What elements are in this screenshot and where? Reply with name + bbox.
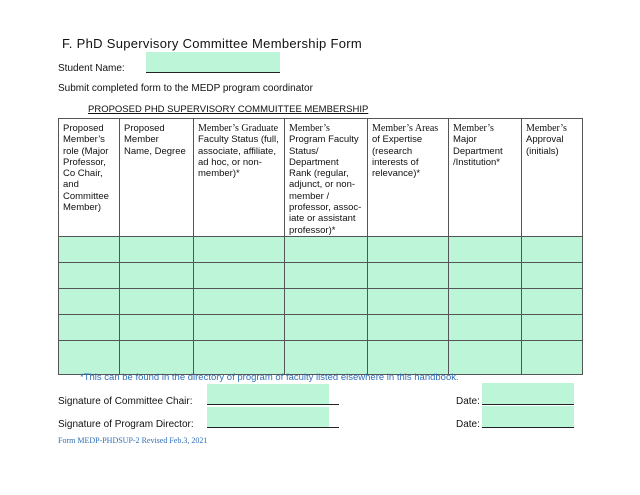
program-status-input[interactable]	[285, 315, 367, 340]
approval-input[interactable]	[522, 289, 582, 314]
member-name-input[interactable]	[120, 289, 193, 314]
chair-date-input[interactable]	[482, 383, 574, 405]
graduate-status-input[interactable]	[194, 237, 284, 262]
role-input[interactable]	[59, 289, 119, 314]
role-input[interactable]	[59, 237, 119, 262]
table-row	[59, 340, 583, 374]
table-header-row	[59, 119, 583, 237]
expertise-input[interactable]	[368, 263, 448, 288]
section-title: PROPOSED PHD SUPERVISORY COMMUITTEE MEMBERSHIP	[88, 104, 369, 115]
table-row	[59, 288, 583, 314]
directory-note: *This can be found in the directory of program of faculty listed elsewhere in this handbook.	[80, 372, 459, 383]
program-status-input[interactable]	[285, 263, 367, 288]
program-status-input[interactable]	[285, 237, 367, 262]
graduate-status-input[interactable]	[194, 263, 284, 288]
role-input[interactable]	[59, 263, 119, 288]
header-name-degree: Proposed Member Name, Degree	[120, 119, 194, 237]
program-director-signature-line	[207, 427, 339, 428]
member-name-input[interactable]	[120, 237, 193, 262]
graduate-status-input[interactable]	[194, 315, 284, 340]
expertise-input[interactable]	[368, 237, 448, 262]
approval-input[interactable]	[522, 341, 582, 374]
expertise-input[interactable]	[368, 315, 448, 340]
director-date-label: Date:	[456, 419, 480, 430]
instruction-text: Submit completed form to the MEDP program coordinator	[58, 83, 313, 94]
approval-input[interactable]	[522, 315, 582, 340]
approval-input[interactable]	[522, 263, 582, 288]
department-input[interactable]	[449, 341, 521, 374]
program-director-label: Signature of Program Director:	[58, 419, 194, 430]
header-approval: Member’s Approval (initials)	[522, 119, 583, 237]
expertise-input[interactable]	[368, 341, 448, 374]
chair-date-label: Date:	[456, 396, 480, 407]
committee-chair-label: Signature of Committee Chair:	[58, 396, 193, 407]
table-row	[59, 236, 583, 262]
committee-chair-signature-line	[207, 404, 339, 405]
director-date-input[interactable]	[482, 406, 574, 428]
header-role: Proposed Member’s role (Major Professor, Co Chair, and Committee Member)	[59, 119, 120, 237]
table-row	[59, 262, 583, 288]
committee-table	[58, 118, 583, 375]
program-director-signature-input[interactable]	[207, 407, 329, 427]
student-name-label: Student Name:	[58, 63, 125, 74]
header-program-faculty-status: Member’s Program Faculty Status/ Department Rank (regular, adjunct, or non-member / professor, assoc-iate or assistant professor)*	[285, 119, 368, 237]
student-name-input[interactable]	[146, 52, 280, 73]
role-input[interactable]	[59, 315, 119, 340]
role-input[interactable]	[59, 341, 119, 374]
graduate-status-input[interactable]	[194, 289, 284, 314]
header-major-department: Member’s Major Department /Institution*	[449, 119, 522, 237]
approval-input[interactable]	[522, 237, 582, 262]
header-graduate-faculty-status: Member’s Graduate Faculty Status (full, associate, affiliate, ad hoc, or non-member)*	[194, 119, 285, 237]
department-input[interactable]	[449, 263, 521, 288]
department-input[interactable]	[449, 237, 521, 262]
header-areas-of-expertise: Member’s Areas of Expertise (research interests of relevance)*	[368, 119, 449, 237]
member-name-input[interactable]	[120, 315, 193, 340]
table-row	[59, 314, 583, 340]
member-name-input[interactable]	[120, 341, 193, 374]
committee-chair-signature-input[interactable]	[207, 384, 329, 404]
department-input[interactable]	[449, 289, 521, 314]
program-status-input[interactable]	[285, 289, 367, 314]
graduate-status-input[interactable]	[194, 341, 284, 374]
member-name-input[interactable]	[120, 263, 193, 288]
form-footer: Form MEDP-PHDSUP-2 Revised Feb.3, 2021	[58, 436, 208, 445]
department-input[interactable]	[449, 315, 521, 340]
program-status-input[interactable]	[285, 341, 367, 374]
expertise-input[interactable]	[368, 289, 448, 314]
form-title: F. PhD Supervisory Committee Membership Form	[62, 36, 362, 51]
